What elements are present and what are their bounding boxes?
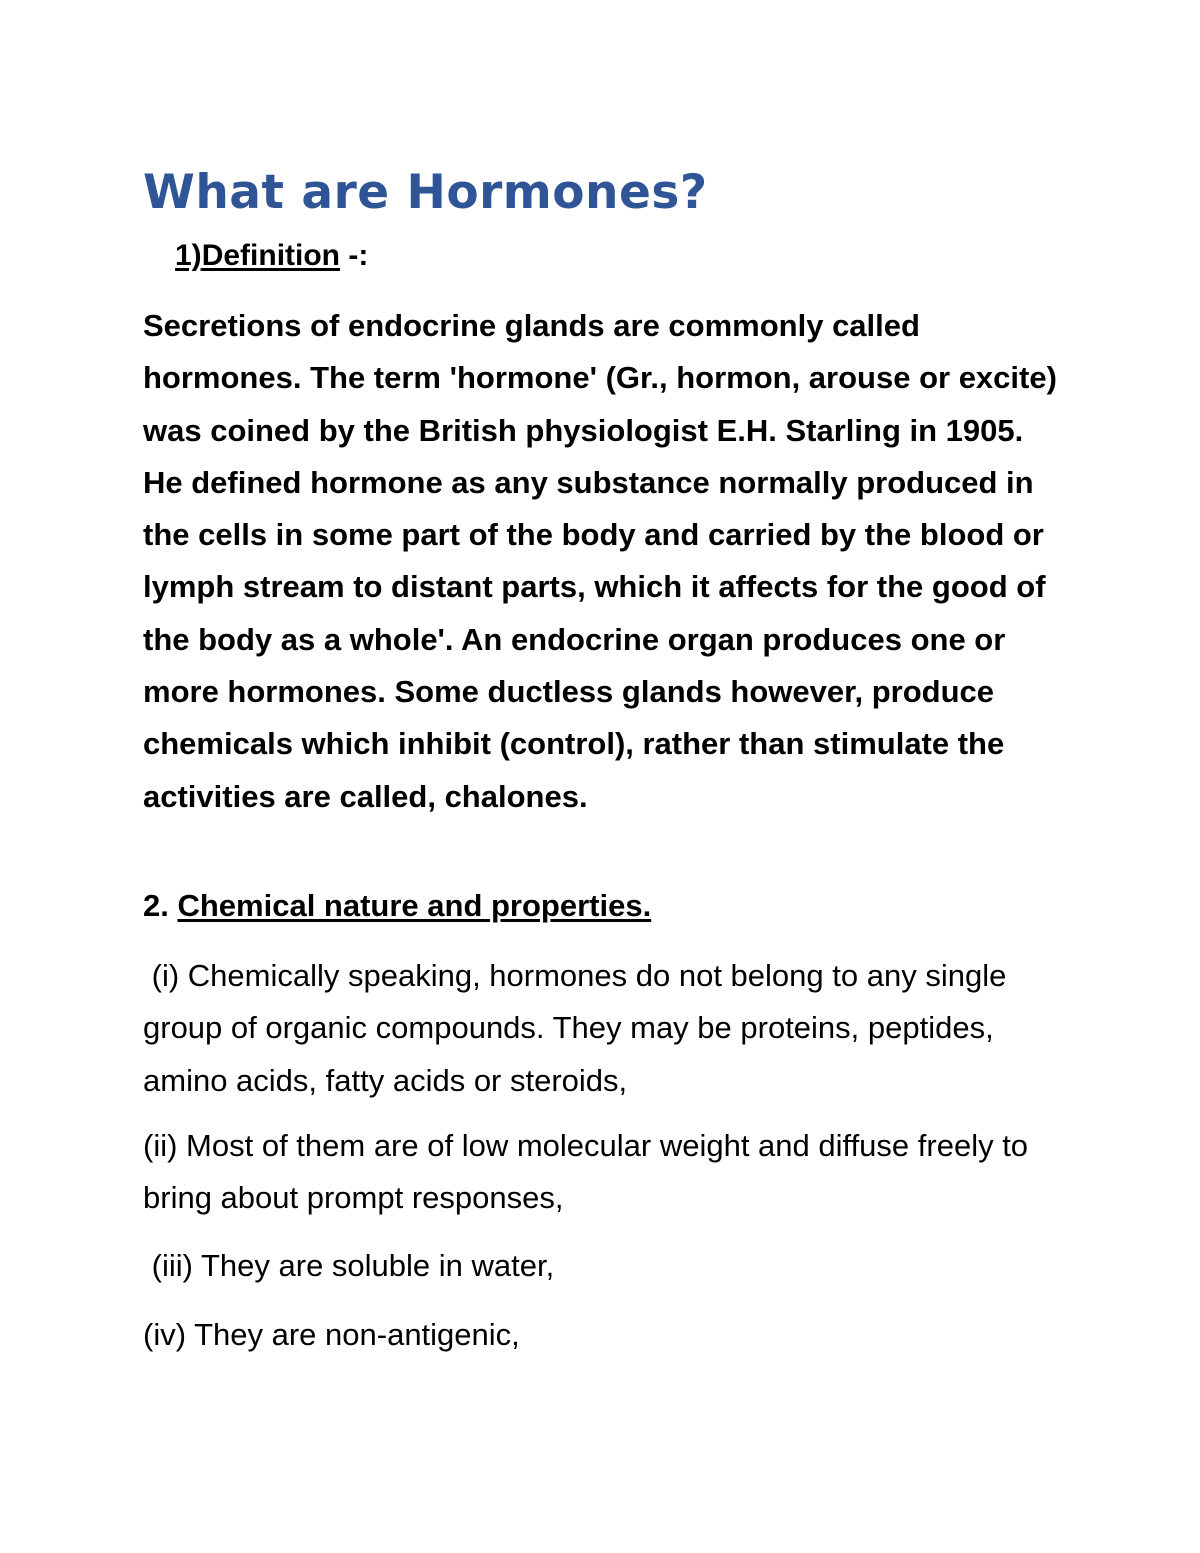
definition-label: Definition: [201, 239, 340, 272]
chemical-heading: [143, 884, 651, 928]
definition-suffix: -:: [340, 239, 369, 272]
page-title: What are Hormones?: [143, 165, 708, 220]
property-item-2: (ii) Most of them are of low molecular weight and diffuse freely to bring about prompt responses,: [143, 1128, 1037, 1216]
chemical-label: Chemical nature and properties.: [177, 888, 652, 923]
property-item-1: (i) Chemically speaking, hormones do not belong to any single group of organic compounds. They may be proteins, peptides, amino acids, fatty acids or steroids,: [143, 958, 1015, 1098]
property-item-4: (iv) They are non-antigenic,: [143, 1317, 520, 1352]
definition-heading: [175, 234, 368, 278]
definition-number: 1): [175, 239, 202, 272]
definition-paragraph: Secretions of endocrine glands are commonly called hormones. The term 'hormone' (Gr., hormon, arouse or excite) was coined by the British physiologist E.H. Starling in 1905. He defined hormone as any substance normally produced in the cells in some part of the body and carried by the blood or lymph stream to distant parts, which it affects for the good of the body as a whole'. An endocrine organ produces one or more hormones. Some ductless glands however, produce chemicals which inhibit (control), rather than stimulate the activities are called, chalones.: [143, 308, 1057, 814]
property-item-3: (iii) They are soluble in water,: [143, 1248, 555, 1283]
chemical-number: 2.: [143, 888, 178, 923]
